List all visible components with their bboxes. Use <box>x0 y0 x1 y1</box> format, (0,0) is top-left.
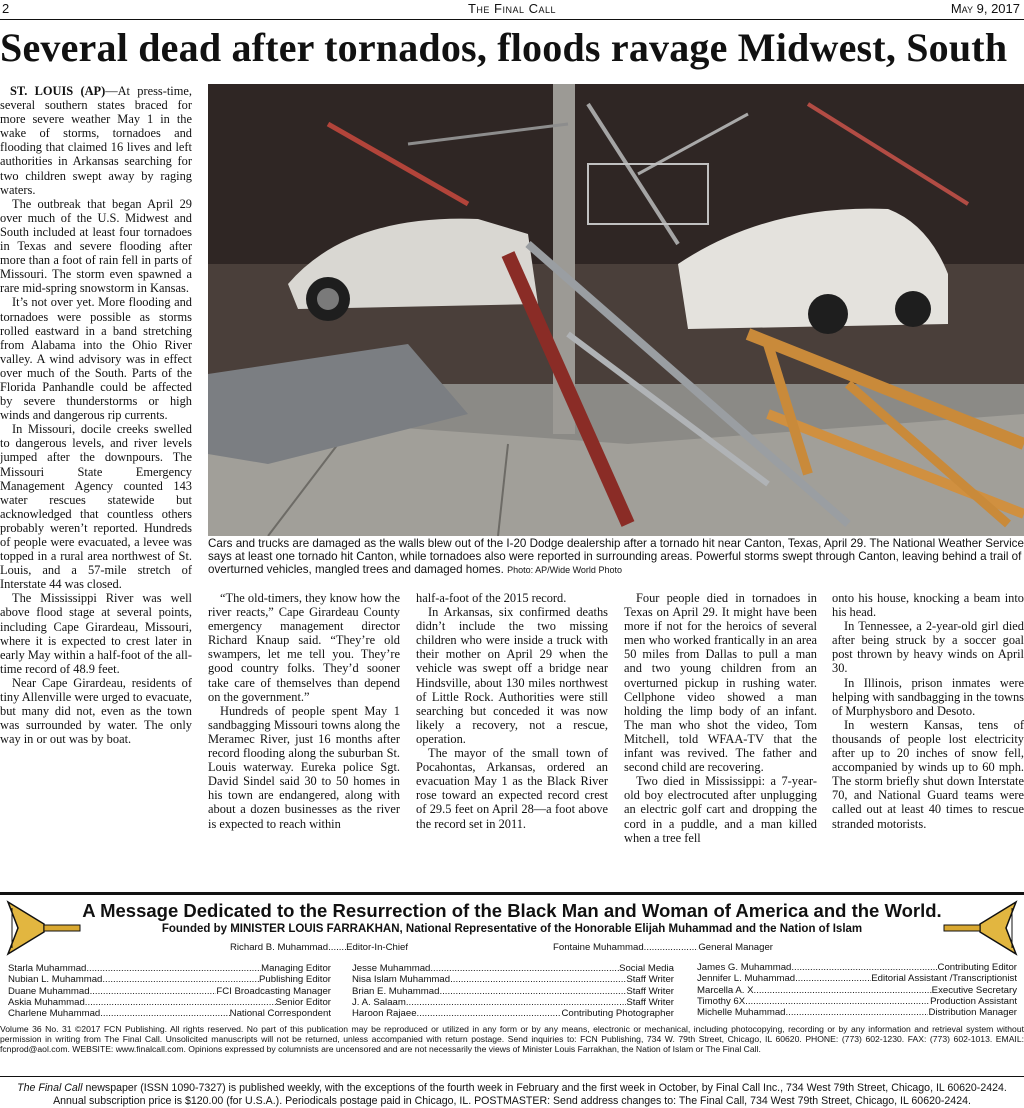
staff-entry: Timothy 6X ..... Production Assistant <box>697 996 1017 1007</box>
publication-footer <box>0 1076 1024 1108</box>
article-paragraph: Two died in Mississippi: a 7-year-old boy electrocuted after unplugging an electric golf cart and dropping the cord in a puddle, and a man killed when a tree fell <box>624 774 817 845</box>
staff-entry: Nubian L. Muhammad ..... Publishing Editor <box>8 974 331 985</box>
article-paragraph: In Tennessee, a 2-year-old girl died after being struck by a soccer goal post thrown by heavy winds on April 30. <box>832 619 1024 676</box>
article-paragraph: It’s not over yet. More flooding and tornadoes were possible as storms rolled eastward in a band stretching from Alabama into the Ohio River valley. A wind advisory was in effect over much of the South. Parts of the Florida Panhandle could be affected by severe thunderstorms or high winds and dangerous rip currents. <box>0 295 192 423</box>
issue-date: May 9, 2017 <box>950 1 1020 16</box>
footer-line-2: Annual subscription price is $120.00 (for U.S.A.). Periodicals postage paid in Chicago, IL. POSTMASTER: Send address changes to: The Final Call, 734 West 79th Street, Chicago, IL 60620-2424. <box>53 1094 971 1107</box>
masthead-subtitle: Founded by MINISTER LOUIS FARRAKHAN, National Representative of the Honorable Elijah Muhammad and the Nation of Islam <box>161 923 863 935</box>
article-paragraph: The mayor of the small town of Pocahontas, Arkansas, ordered an evacuation May 1 as the Black River rose toward an expected record crest of 29.5 feet on April 28—a foot above the record set in 2011. <box>416 746 608 831</box>
photo-credit: Photo: AP/Wide World Photo <box>507 565 622 575</box>
tornado-damage-photo <box>208 84 1024 536</box>
staff-list-3 <box>697 962 1017 1018</box>
staff-entry: Duane Muhammad ..... FCI Broadcasting Manager <box>8 986 331 997</box>
article-paragraph: ST. LOUIS (AP)—At press-time, several southern states braced for more severe weather May 1 in the wake of storms, tornadoes and flooding that claimed 16 lives and left authorities in Arkansas searching for two children swept away by raging waters. <box>0 84 192 197</box>
article-column-1 <box>0 84 192 884</box>
photo-illustration <box>208 84 1024 536</box>
article-paragraph: In Illinois, prison inmates were helping with sandbagging in the towns of Murphysboro and Desoto. <box>832 675 1024 718</box>
staff-entry: Jesse Muhammad ..... Social Media <box>352 963 674 974</box>
article-column-3 <box>416 591 608 884</box>
publication-name: The Final Call <box>467 1 557 16</box>
article-column-5 <box>832 591 1024 884</box>
staff-entry: J. A. Salaam ..... Staff Writer <box>352 997 674 1008</box>
headline: Several dead after tornados, floods ravage Midwest, South <box>0 25 1008 70</box>
staff-entry: James G. Muhammad ..... Contributing Editor <box>697 962 1017 973</box>
article-paragraph: In western Kansas, tens of thousands of people lost electricity after up to 20 inches of snow fell, accompanied by winds up to 60 mph. The storm briefly shut down Interstate 70, and National Guard teams were called out at least 40 times to rescue stranded motorists. <box>832 717 1024 831</box>
footer-line-1: The Final Call newspaper (ISSN 1090-7327) is published weekly, with the exceptions of the fourth week in February and the first week in October, by Final Call Inc., 734 West 79th Street, Chicago, IL 60620-2424. <box>17 1082 1007 1094</box>
article-paragraph: The outbreak that began April 29 over much of the U.S. Midwest and South included at least four tornadoes in Texas and severe flooding after more than a foot of rain fell in parts of Missouri. The storm even spawned a rare mid-spring snowstorm in Kansas. <box>0 196 192 296</box>
staff-entry: Jennifer L. Muhammad ..... Editorial Assistant /Transcriptionist <box>697 973 1017 984</box>
article-paragraph: The Mississippi River was well above flood stage at several points, including Cape Girardeau, Missouri, where it is expected to crest later in early May within a half-foot of the all-time record of 48.9 feet. <box>0 591 192 676</box>
trumpet-icon <box>940 898 1020 958</box>
photo-caption: Cars and trucks are damaged as the walls blew out of the I-20 Dodge dealership after a tornado hit near Canton, Texas, April 29. The National Weather Service says at least one tornado hit Canton, while tornadoes also were reported in surrounding areas. Powerful storms swept through Canton, leaving behind a trail of overturned vehicles, mangled trees and damaged homes. Photo: AP/Wide World Photo <box>208 537 1024 576</box>
trumpet-icon <box>4 898 84 958</box>
article-paragraph: Four people died in tornadoes in Texas on April 29. It might have been more if not for the heroics of several men who worked frantically in an area 50 miles from Dallas to pull a man and two young children from an overturned pickup in rushing water. Cellphone video showed a man holding the limp body of an infant. The man who shot the video, Tom Mitchell, told WFAA-TV that the infant was revived. The father and second child are recovering. <box>624 591 817 775</box>
staff-list-2 <box>352 963 674 1019</box>
article-paragraph: Hundreds of people spent May 1 sandbagging Missouri towns along the Meramec River, just 16 months after record flooding along the suburban St. Louis waterway. Eureka police Sgt. David Sindel said 30 to 50 homes in his town are endangered, along with about a dozen businesses as the river is expected to reach within <box>208 703 400 831</box>
article-paragraph: In Missouri, docile creeks swelled to dangerous levels, and river levels jumped after the downpours. The Missouri State Emergency Management Agency counted 143 water rescues statewide but acknowledged that countless others probably weren’t reported. Hundreds of people were evacuated, a levee was topped in a rural area northwest of St. Louis, and a 57-mile stretch of Interstate 44 was closed. <box>0 422 192 592</box>
masthead-divider <box>0 892 1024 895</box>
staff-entry: Brian E. Muhammad ..... Staff Writer <box>352 986 674 997</box>
page-header <box>0 0 1024 20</box>
staff-entry: Michelle Muhammad ..... Distribution Manager <box>697 1007 1017 1018</box>
article-paragraph: onto his house, knocking a beam into his head. <box>832 591 1024 620</box>
article-paragraph: In Arkansas, six confirmed deaths didn’t include the two missing children who were inside a truck with their mother on April 29 when the vehicle was swept off a bridge near Hindsville, about 130 miles northwest of Little Rock. Authorities were still searching but conceded it was now likely a recovery, not a rescue, operation. <box>416 605 608 746</box>
legal-notice: Volume 36 No. 31 ©2017 FCN Publishing. All rights reserved. No part of this publication may be reproduced or utilized in any form or by any means, electronic or mechanical, including photocopying, recording or by any information and retrieval system without permission in writing from The Final Call. Unsolicited manuscripts will not be returned, unless accompanied with return postage. Send inquiries to: FCN Publishing, 734 W. 79th Street, Chicago, IL 60620. PHONE: (773) 602-1230. FAX: (773) 602-1013. EMAIL: fcnprod@aol.com. WEBSITE: www.finalcall.com. Opinions expressed by columnists are uncensored and are not necessarily the views of Minister Louis Farrakhan, the Nation of Islam or The Final Call. <box>0 1024 1024 1054</box>
staff-entry: Marcella A. X. ..... Executive Secretary <box>697 985 1017 996</box>
staff-entry: Nisa Islam Muhammad ..... Staff Writer <box>352 974 674 985</box>
staff-entry: Charlene Muhammad ..... National Correspondent <box>8 1008 331 1019</box>
article-column-4 <box>624 591 817 884</box>
page-number: 2 <box>2 1 10 16</box>
article-column-2 <box>208 591 400 884</box>
staff-list-1 <box>8 963 331 1019</box>
staff-entry: Askia Muhammad ..... Senior Editor <box>8 997 331 1008</box>
dateline: ST. LOUIS (AP) <box>10 84 106 98</box>
staff-top-row <box>230 942 790 953</box>
masthead-title: A Message Dedicated to the Resurrection of the Black Man and Woman of America and the World. <box>82 900 942 921</box>
article-paragraph: Near Cape Girardeau, residents of tiny Allenville were urged to evacuate, but many did not, even as the town was surrounded by water. The only way in or out was by boat. <box>0 675 192 747</box>
staff-entry: Starla Muhammad ..... Managing Editor <box>8 963 331 974</box>
article-paragraph: “The old-timers, they know how the river reacts,” Cape Girardeau County emergency management director Richard Knaup said. “They’re old swampers, let me tell you. They’re good country folks. They’d sooner take care of themselves than depend on the government.” <box>208 591 400 704</box>
article-paragraph: half-a-foot of the 2015 record. <box>416 591 567 605</box>
staff-entry: Haroon Rajaee ..... Contributing Photographer <box>352 1008 674 1019</box>
staff-entry: Richard B. Muhammad ..... Editor-In-Chief <box>230 942 408 953</box>
staff-entry: Fontaine Muhammad ..... General Manager <box>553 942 773 953</box>
